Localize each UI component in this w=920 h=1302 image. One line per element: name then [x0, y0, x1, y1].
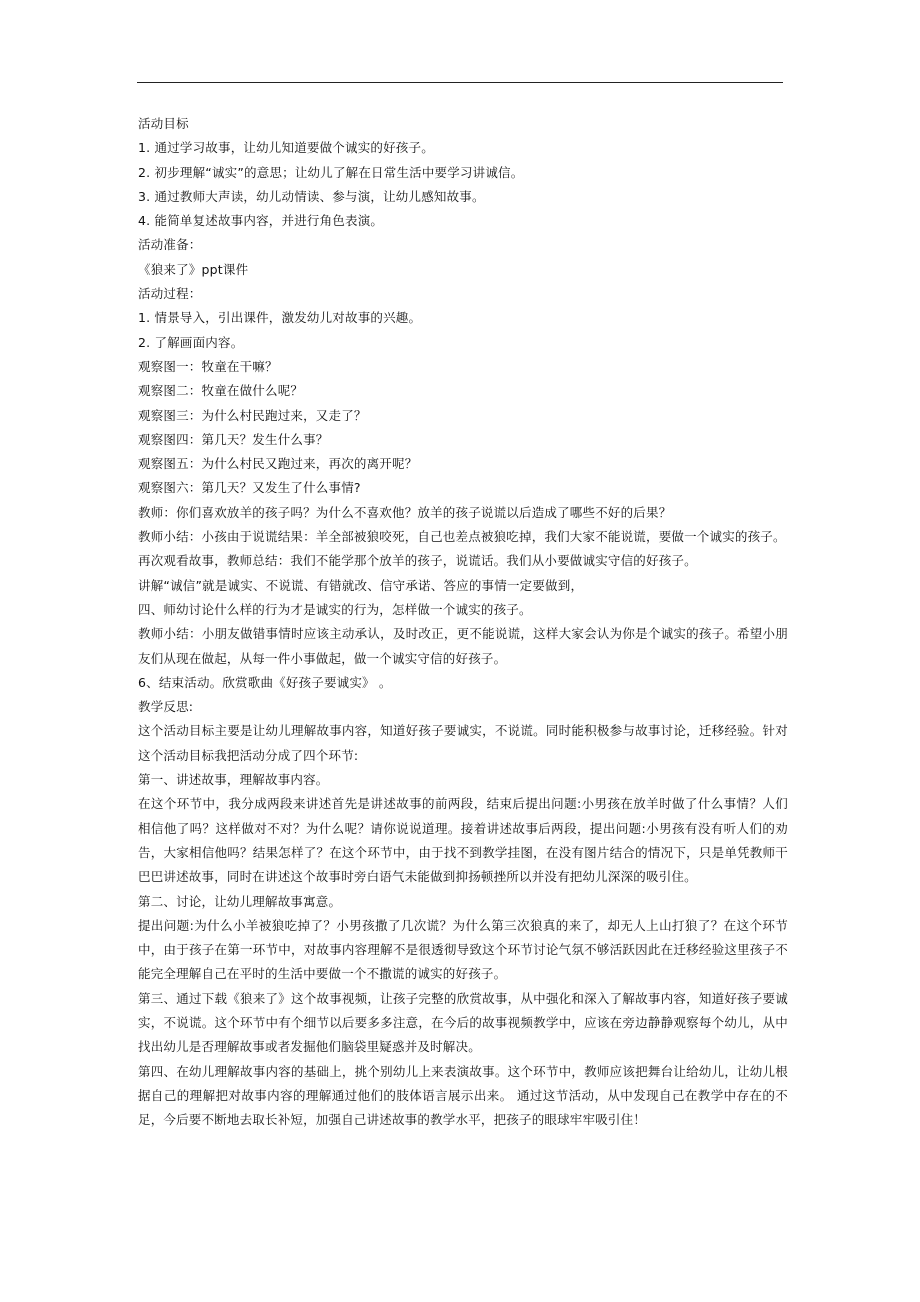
process-step: 1. 情景导入，引出课件，激发幼儿对故事的兴趣。: [138, 310, 422, 326]
teacher-question: 教师：你们喜欢放羊的孩子吗？为什么不喜欢他？放羊的孩子说谎以后造成了哪些不好的后果？: [138, 504, 672, 520]
observation-item: 观察图六：第几天？又发生了什么事情?: [138, 480, 361, 496]
objective-item: 2. 初步理解“诚实”的意思；让幼儿了解在日常生活中要学习讲诚信。: [138, 164, 524, 180]
reflection-paragraph: 第三、通过下载《狼来了》这个故事视频，让孩子完整的欣赏故事，从中强化和深入了解故事内容，知道好孩子要诚实，不说谎。这个环节中有个细节以后要多多注意，在今后的故事视频教学中，应该在旁边静静观察每个幼儿，从中找出幼儿是否理解故事或者发掘他们脑袋里疑惑并及时解决。: [138, 990, 788, 1055]
teacher-summary: 教师小结：小孩由于说谎结果：羊全部被狼咬死，自己也差点被狼吃掉，我们大家不能说谎，要做一个诚实的孩子。: [138, 529, 786, 545]
reflection-paragraph: 提出问题:为什么小羊被狼吃掉了？小男孩撒了几次谎？为什么第三次狼真的来了，却无人上山打狼了？在这个环节中，由于孩子在第一环节中，对故事内容理解不是很透彻导致这个环节讨论气氛不够活跃因此在迁移经验这里孩子不能完全理解自己在平时的生活中要做一个不撒谎的诚实的好孩子。: [138, 917, 788, 982]
observation-item: 观察图四：第几天？发生什么事？: [138, 431, 329, 447]
teacher-final-summary: 教师小结：小朋友做错事情时应该主动承认，及时改正，更不能说谎，这样大家会认为你是个诚实的孩子。希望小朋友们从现在做起，从每一件小事做起，做一个诚实守信的好孩子。: [138, 626, 788, 666]
observation-item: 观察图一：牧童在干嘛？: [138, 358, 278, 374]
observation-item: 观察图三：为什么村民跑过来，又走了？: [138, 407, 367, 423]
observation-item: 观察图二：牧童在做什么呢？: [138, 383, 304, 399]
objective-item: 4. 能简单复述故事内容，并进行角色表演。: [138, 213, 384, 229]
document-body: [138, 112, 788, 1132]
reflection-section-heading: 第一、讲述故事，理解故事内容。: [138, 772, 329, 788]
process-step: 2. 了解画面内容。: [138, 334, 244, 350]
reflection-section-heading: 第二、讨论，让幼儿理解故事寓意。: [138, 893, 342, 909]
reflection-paragraph: 第四、在幼儿理解故事内容的基础上，挑个别幼儿上来表演故事。这个环节中，教师应该把舞台让给幼儿，让幼儿根据自己的理解把对故事内容的理解通过他们的肢体语言展示出来。 通过这节活动，从中发现自己在教学中存在的不足，今后要不断地去取长补短，加强自己讲述故事的教学水平，把孩子的眼球牢牢吸引住！: [138, 1063, 788, 1128]
review-summary: 再次观看故事，教师总结：我们不能学那个放羊的孩子，说谎话。我们从小要做诚实守信的好孩子。: [138, 553, 697, 569]
reflection-paragraph: 在这个环节中，我分成两段来讲述首先是讲述故事的前两段，结束后提出问题:小男孩在放羊时做了什么事情？人们相信他了吗？这样做对不对？为什么呢？请你说说道理。接着讲述故事后两段，提出问题:小男孩有没有听人们的劝告，大家相信他吗？结果怎样了？在这个环节中，由于找不到教学挂图，在没有图片结合的情况下，只是单凭教师干巴巴讲述故事，同时在讲述这个故事时旁白语气未能做到抑扬顿挫所以并没有把幼儿深深的吸引住。: [138, 796, 788, 885]
objective-item: 3. 通过教师大声读，幼儿动情读、参与演，让幼儿感知故事。: [138, 188, 485, 204]
discussion-step: 四、师幼讨论什么样的行为才是诚实的行为，怎样做一个诚实的孩子。: [138, 601, 532, 617]
preparation-item: 《狼来了》ppt课件: [138, 261, 249, 277]
header-rule: [137, 82, 783, 83]
heading-preparation: 活动准备：: [138, 237, 202, 253]
heading-process: 活动过程：: [138, 286, 202, 302]
objective-item: 1. 通过学习故事，让幼儿知道要做个诚实的好孩子。: [138, 140, 434, 156]
observation-item: 观察图五：为什么村民又跑过来，再次的离开呢？: [138, 456, 418, 472]
reflection-intro: 这个活动目标主要是让幼儿理解故事内容，知道好孩子要诚实，不说谎。同时能积极参与故事讨论，迁移经验。针对这个活动目标我把活动分成了四个环节:: [138, 723, 788, 763]
closing-activity: 6、结束活动。欣赏歌曲《好孩子要诚实》 。: [138, 674, 392, 690]
heading-reflection: 教学反思:: [138, 699, 194, 715]
heading-objectives: 活动目标: [138, 116, 189, 131]
integrity-explanation: 讲解“诚信”就是诚实、不说谎、有错就改、信守承诺、答应的事情一定要做到，: [138, 577, 584, 593]
